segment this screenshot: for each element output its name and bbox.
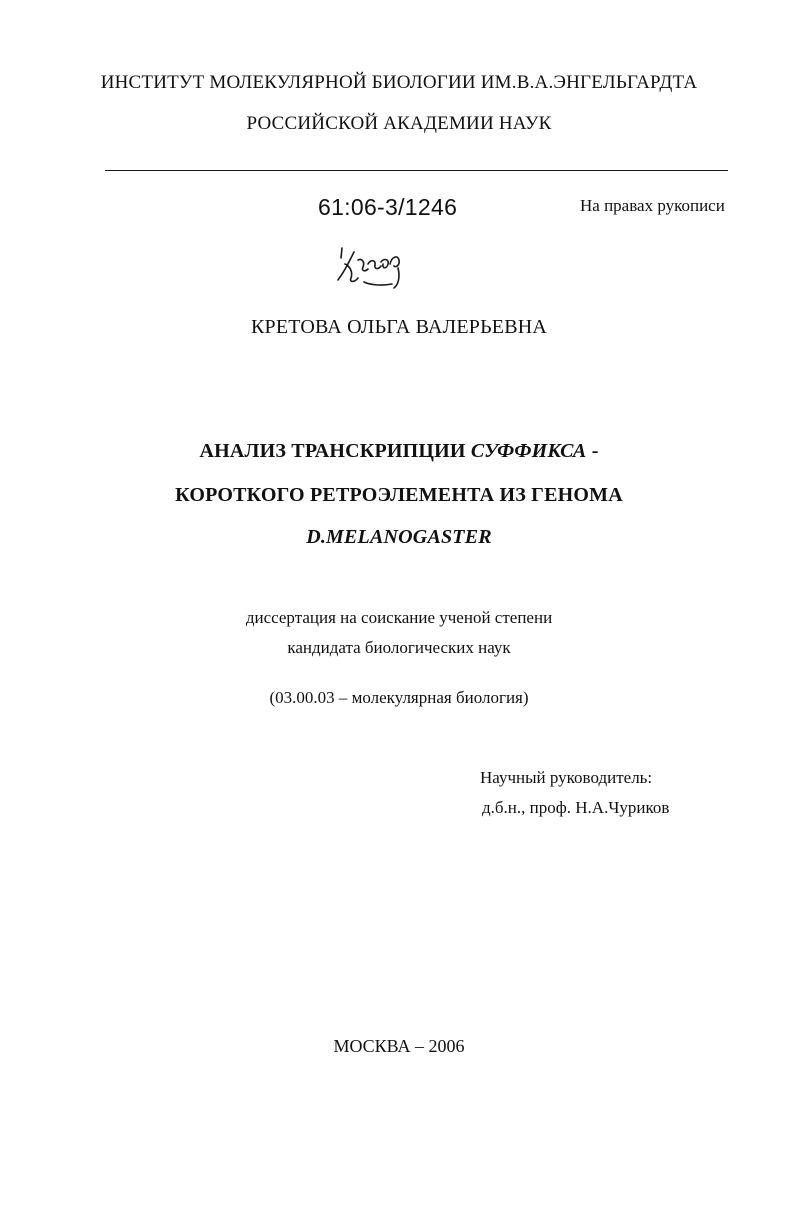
title-line1-suffix: - bbox=[591, 440, 599, 462]
city-year: МОСКВА – 2006 bbox=[333, 1036, 465, 1056]
title-line3-italic: D.MELANOGASTER bbox=[306, 526, 492, 548]
institute-name-line2: РОССИЙСКОЙ АКАДЕМИИ НАУК bbox=[246, 113, 552, 134]
degree-line1: диссертация на соискание ученой степени bbox=[245, 608, 553, 627]
title-line1 bbox=[0, 440, 798, 463]
title-line1-prefix: АНАЛИЗ ТРАНСКРИПЦИИ bbox=[199, 440, 466, 462]
institute-name-line1: ИНСТИТУТ МОЛЕКУЛЯРНОЙ БИОЛОГИИ ИМ.В.А.ЭНГЕЛЬГАРДТА bbox=[100, 72, 698, 93]
title-line2: КОРОТКОГО РЕТРОЭЛЕМЕНТА ИЗ ГЕНОМА bbox=[175, 484, 623, 506]
degree-specialty: (03.00.03 – молекулярная биология) bbox=[269, 688, 529, 707]
catalog-number: 61:06-3/1246 bbox=[318, 194, 458, 220]
author-name: КРЕТОВА ОЛЬГА ВАЛЕРЬЕВНА bbox=[250, 316, 548, 338]
rights-note: На правах рукописи bbox=[580, 196, 725, 215]
supervisor-name: д.б.н., проф. Н.А.Чуриков bbox=[482, 798, 670, 817]
handwritten-signature bbox=[334, 242, 416, 292]
supervisor-label: Научный руководитель: bbox=[480, 768, 653, 787]
degree-line2: кандидата биологических наук bbox=[287, 638, 511, 657]
title-line1-italic: СУФФИКСА bbox=[470, 440, 587, 462]
header-divider bbox=[105, 170, 728, 171]
title-line3 bbox=[0, 526, 798, 549]
